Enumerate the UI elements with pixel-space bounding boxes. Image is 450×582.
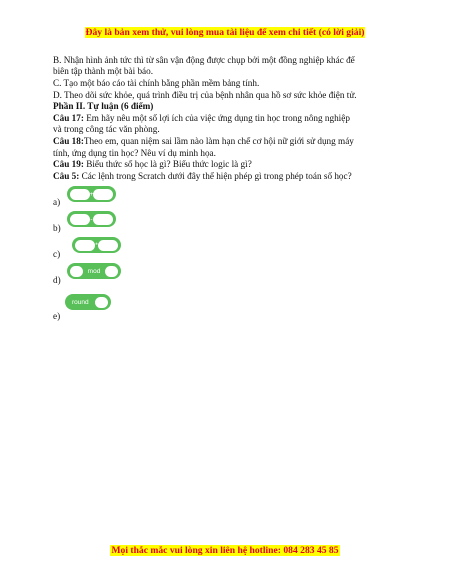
option-d-label: d)	[53, 275, 61, 285]
block-operator: -	[90, 215, 93, 223]
block-operator: mod	[87, 267, 101, 275]
block-operator: round	[72, 298, 89, 306]
block-slot-left	[70, 214, 93, 225]
question-19-text: Biểu thức số học là gì? Biểu thức logic là gì?	[83, 159, 252, 169]
block-operator: *	[95, 241, 98, 249]
option-e-label: e)	[53, 311, 61, 321]
question-17-text: Em hãy nêu một số lợi ích của việc ứng dụng tin học trong nông nghiệp	[83, 113, 350, 123]
question-5-text: Các lệnh trong Scratch dưới đây thể hiện phép gì trong phép toán số học?	[79, 171, 352, 181]
question-19-label: Câu 19:	[53, 159, 84, 169]
block-slot-right	[105, 266, 118, 277]
block-slot	[95, 297, 108, 308]
block-slot-right	[93, 189, 113, 200]
block-slot-left	[70, 266, 83, 277]
hotline-banner-text: Mọi thắc mắc vui lòng xin liên hệ hotline: 084 283 45 85	[111, 545, 339, 556]
scratch-block-mod	[67, 263, 121, 279]
block-slot-right	[98, 240, 118, 251]
option-b-line-2: biên tập thành một bài báo.	[53, 66, 154, 76]
hotline-banner	[0, 545, 450, 556]
question-18-label: Câu 18:	[53, 136, 84, 146]
block-slot-left	[75, 240, 95, 251]
scratch-block-add	[67, 186, 116, 202]
option-a-label: a)	[53, 197, 61, 207]
option-b-label: b)	[53, 223, 61, 233]
question-18-text: Theo em, quan niệm sai lầm nào làm hạn chế cơ hội nữ giới sử dụng máy	[83, 136, 354, 146]
scratch-block-subtract	[67, 211, 116, 227]
scratch-block-round	[65, 294, 111, 310]
option-c-line: C. Tạo một báo cáo tài chính bằng phần mềm bảng tính.	[53, 78, 260, 88]
option-c-label: c)	[53, 249, 61, 259]
option-d-line: D. Theo dõi sức khỏe, quá trình điều trị của bệnh nhân qua hồ sơ sức khỏe điện tử.	[53, 90, 357, 100]
section-heading: Phần II. Tự luận (6 điểm)	[53, 101, 154, 111]
block-slot-left	[70, 189, 90, 200]
preview-banner-text: Đây là bản xem thử, vui lòng mua tài liệu để xem chi tiết (có lời giải)	[85, 27, 365, 38]
option-b-line-1: B. Nhận hình ảnh tức thì từ sân vận động được chụp bởi một đồng nghiệp khác để	[53, 55, 355, 65]
question-5	[53, 171, 352, 182]
question-19	[53, 159, 252, 170]
question-17	[53, 113, 350, 124]
question-17-label: Câu 17:	[53, 113, 84, 123]
block-operator: +	[89, 190, 94, 198]
question-18	[53, 136, 354, 147]
question-17-text-2: và trong công tác văn phòng.	[53, 124, 160, 134]
question-18-text-2: tính, ứng dụng tin học? Nêu ví dụ minh họa.	[53, 148, 216, 158]
question-5-label: Câu 5:	[53, 171, 80, 181]
scratch-block-multiply	[72, 237, 121, 253]
block-slot-right	[93, 214, 113, 225]
preview-banner	[0, 27, 450, 38]
